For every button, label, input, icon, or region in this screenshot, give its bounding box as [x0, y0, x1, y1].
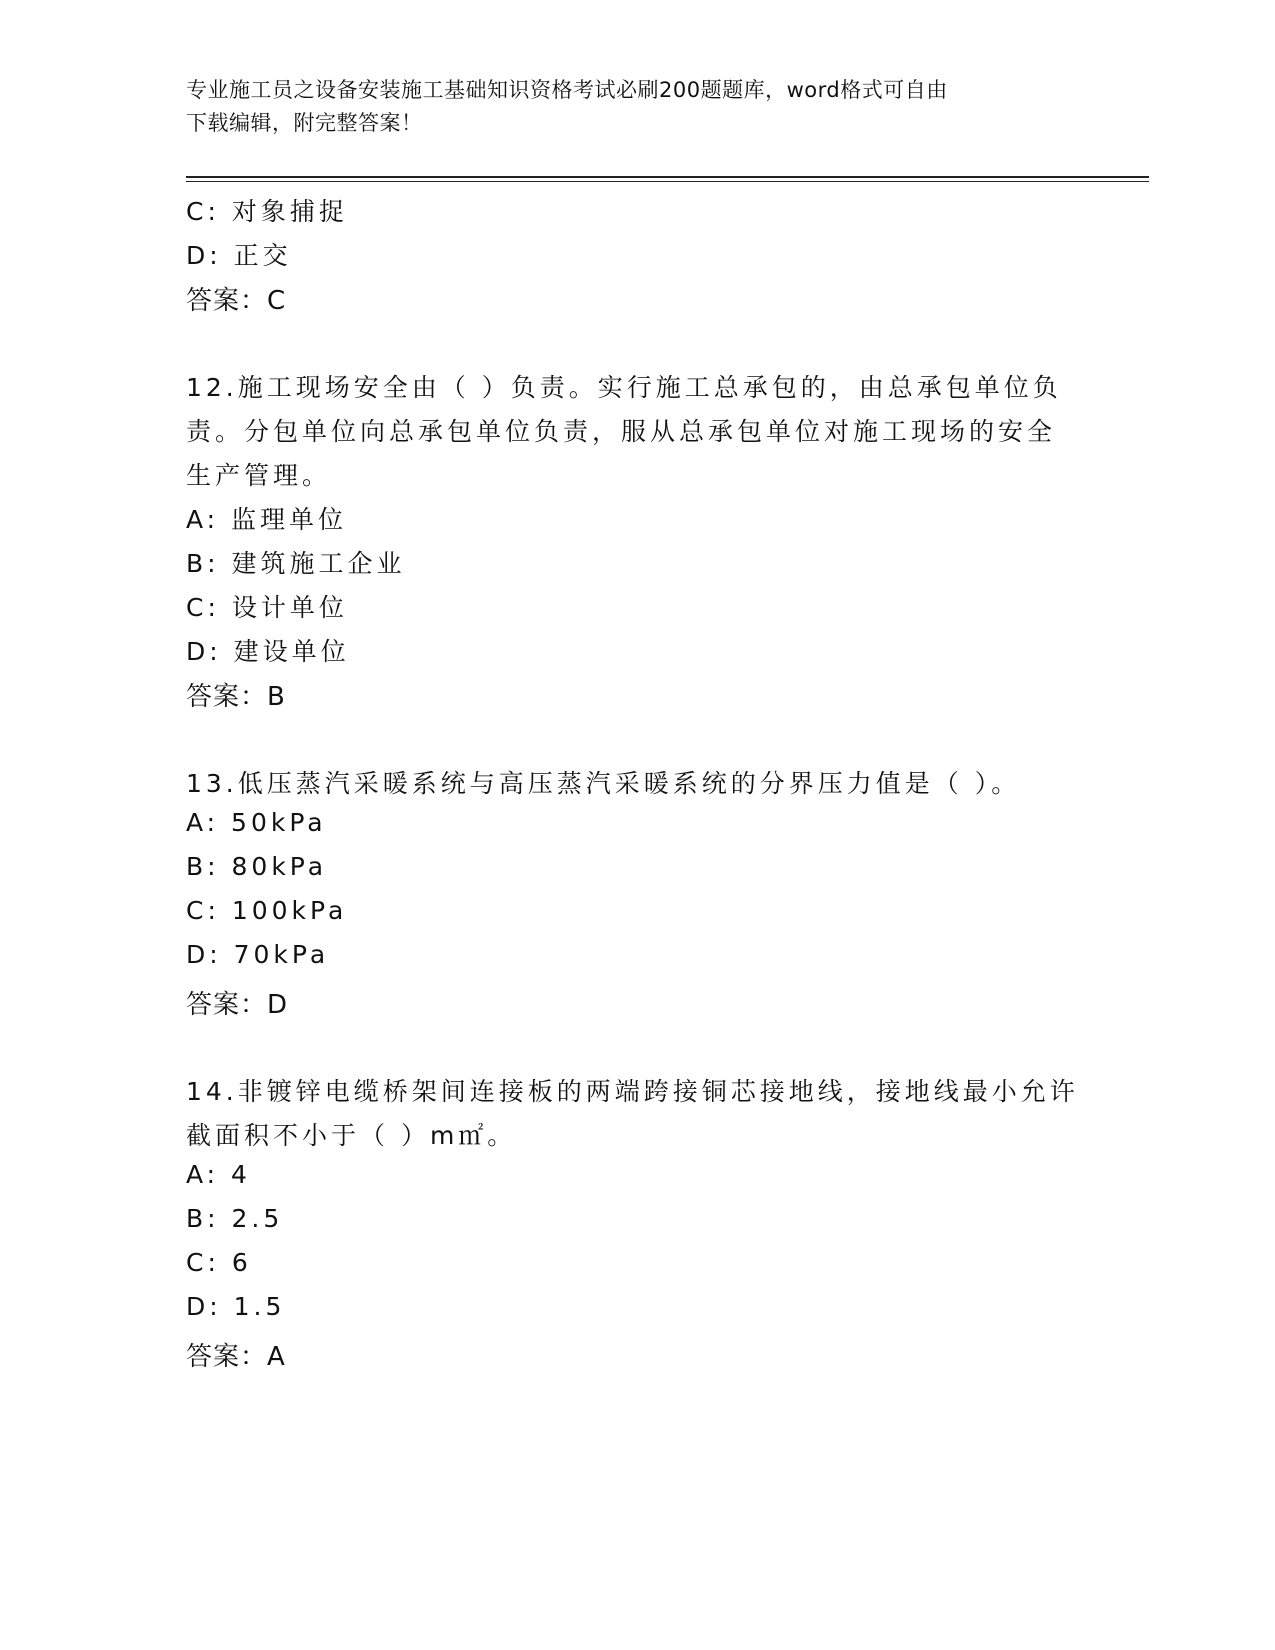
q14-option-a: A: 4	[186, 1160, 251, 1189]
header-divider-thin	[186, 181, 1149, 182]
header-divider-thick	[186, 176, 1149, 178]
q11-answer: 答案：C	[186, 286, 287, 316]
header-title-line-2: 下载编辑，附完整答案！	[186, 111, 423, 135]
q12-answer: 答案：B	[186, 682, 286, 712]
q14-stem-line-1: 14.非镀锌电缆桥架间连接板的两端跨接铜芯接地线，接地线最小允许	[186, 1077, 1079, 1106]
q12-option-c: C: 设计单位	[186, 593, 348, 622]
q12-option-b: B: 建筑施工企业	[186, 549, 406, 578]
q12-stem-line-2: 责。分包单位向总承包单位负责，服从总承包单位对施工现场的安全	[186, 417, 1057, 446]
q13-answer: 答案：D	[186, 990, 289, 1020]
document-header	[186, 74, 1086, 140]
q14-option-b: B: 2.5	[186, 1204, 284, 1233]
q14-option-d: D: 1.5	[186, 1292, 286, 1321]
q14-stem-line-2: 截面积不小于（ ）m㎡。	[186, 1121, 517, 1150]
header-title-line-1: 专业施工员之设备安装施工基础知识资格考试必刷200题题库，word格式可自由	[186, 78, 948, 102]
q13-stem-line-1: 13.低压蒸汽采暖系统与高压蒸汽采暖系统的分界压力值是（ ）。	[186, 769, 1021, 798]
q13-option-b: B: 80kPa	[186, 852, 328, 881]
q11-option-d: D: 正交	[186, 241, 292, 270]
q13-option-c: C: 100kPa	[186, 896, 348, 925]
q12-option-a: A: 监理单位	[186, 505, 348, 534]
q11-option-c: C: 对象捕捉	[186, 197, 348, 226]
q12-option-d: D: 建设单位	[186, 637, 350, 666]
q13-option-a: A: 50kPa	[186, 808, 327, 837]
q13-option-d: D: 70kPa	[186, 940, 330, 969]
q14-option-c: C: 6	[186, 1248, 252, 1277]
q14-answer: 答案：A	[186, 1342, 286, 1372]
q12-stem-line-1: 12.施工现场安全由（ ）负责。实行施工总承包的，由总承包单位负	[186, 373, 1062, 402]
q12-stem-line-3: 生产管理。	[186, 461, 332, 490]
